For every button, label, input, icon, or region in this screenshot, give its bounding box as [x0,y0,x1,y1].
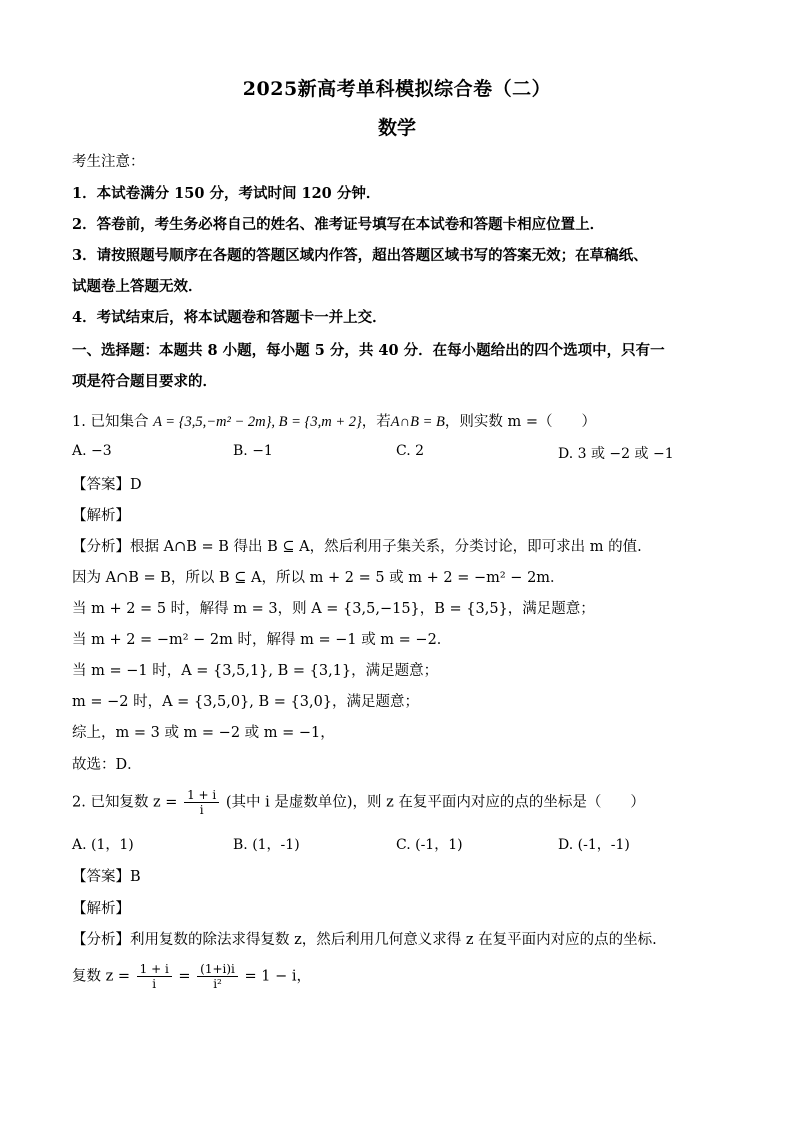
section-heading-line2: 项是符合题目要求的． [72,373,217,390]
q1-option-a: A. −3 [72,443,112,459]
q2-calc-frac-2-num: (1+i)i [197,962,238,977]
q2-step-1: 【分析】利用复数的除法求得复数 z，然后利用几何意义求得 z 在复平面内对应的点的坐标. [72,932,657,948]
q1-step-7: 综上，m = 3 或 m = −2 或 m = −1， [72,725,335,741]
q2-calc-frac-1-den: i [152,977,157,991]
q2-answer: 【答案】B [72,869,141,885]
q1-option-b: B. −1 [233,443,273,459]
q1-set-b: , B = {3,m + 2} [271,414,362,430]
q2-calc-frac-2-den: i² [213,977,222,991]
q1-option-d: D. 3 或 −2 或 −1 [558,446,674,462]
q2-suffix: (其中 i 是虚数单位)，则 z 在复平面内对应的点的坐标是（ ） [225,794,645,811]
notice-item-2: 2．答卷前，考生务必将自己的姓名、准考证号填写在本试卷和答题卡相应位置上． [72,216,605,233]
q2-frac-num: 1 + i [184,788,219,803]
q1-analysis-label: 【解析】 [72,508,130,524]
q2-option-c: C. (-1，1) [396,837,463,853]
notice-item-4: 4．考试结束后，将本试题卷和答题卡一并上交． [72,309,387,326]
q1-suffix: ，则实数 m =（ ） [444,414,596,430]
subject-title: 数学 [377,117,416,139]
q1-step-2: 因为 A∩B = B，所以 B ⊆ A，所以 m + 2 = 5 或 m + 2 = −m² − 2m． [72,570,565,586]
q1-option-c: C. 2 [396,443,425,459]
q1-set-a: A = {3,5,−m² − 2m} [153,414,272,430]
page-title: 2025新高考单科模拟综合卷（二） [242,78,552,100]
q2-calculation [72,962,311,991]
notice-item-3-cont: 试题卷上答题无效． [72,278,203,295]
q1-step-5: 当 m = −1 时，A = {3,5,1}, B = {3,1}，满足题意； [72,663,439,679]
q1-step-3: 当 m + 2 = 5 时，解得 m = 3，则 A = {3,5,−15}，B = {3,5}，满足题意； [72,601,595,617]
q1-step-1: 【分析】根据 A∩B = B 得出 B ⊆ A，然后利用子集关系，分类讨论，即可求出 m 的值. [72,539,642,555]
q2-analysis-label: 【解析】 [72,901,130,917]
q1-answer: 【答案】D [72,477,142,493]
q2-option-d: D. (-1，-1) [558,837,630,853]
q2-fraction [184,788,219,817]
q1-cond-pre: ，若 [361,414,391,430]
section-heading-line1: 一、选择题：本题共 8 小题，每小题 5 分，共 40 分．在每小题给出的四个选项中，只有一 [72,342,665,359]
notice-item-1: 1．本试卷满分 150 分，考试时间 120 分钟． [72,185,381,202]
q1-step-8: 故选：D． [72,757,142,773]
notice-item-3: 3．请按照题号顺序在各题的答题区域内作答，超出答题区域书写的答案无效；在草稿纸、 [72,247,648,264]
notice-heading: 考生注意： [72,154,145,170]
q2-calc-frac-1 [137,962,172,991]
q2-calc-result: = 1 − i， [244,968,311,985]
question-2-stem [72,788,645,817]
q1-prefix: 1. 已知集合 [72,414,149,430]
question-1-stem [72,410,596,431]
q2-calc-frac-2 [197,962,238,991]
q2-prefix: 2. 已知复数 z = [72,794,178,811]
q2-option-a: A. (1，1) [72,837,134,853]
q2-option-b: B. (1，-1) [233,837,300,853]
q1-step-4: 当 m + 2 = −m² − 2m 时，解得 m = −1 或 m = −2． [72,632,452,648]
q2-calc-frac-1-num: 1 + i [137,962,172,977]
q1-step-6: m = −2 时，A = {3,5,0}, B = {3,0}，满足题意； [72,694,420,710]
q2-frac-den: i [199,803,204,817]
q1-condition: A∩B = B [390,414,445,430]
q2-calc-equals: = [178,968,191,985]
q2-calc-prefix: 复数 z = [72,968,131,985]
